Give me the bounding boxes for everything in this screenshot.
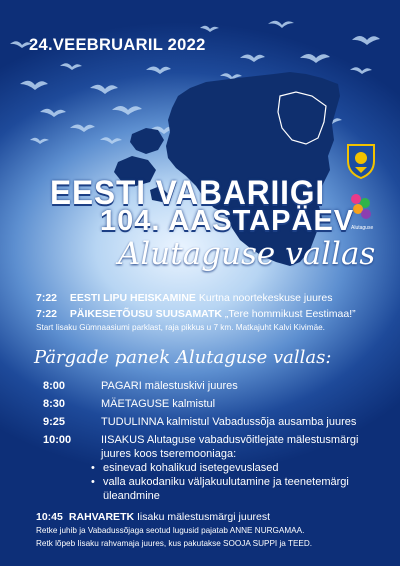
wreath-text: IISAKUS Alutaguse vabadusvõitlejate mälestusmärgi [101,434,359,446]
march-note-2: Retk lõpeb Iisaku rahvamaja juures, kus pakutakse SOOJA SUPPI ja TEED. [36,539,313,548]
event-title: RAHVARETK [68,511,135,523]
wreath-text: PAGARI mälestuskivi juures [101,380,238,392]
wreath-time: 8:30 [43,398,66,410]
wreath-time: 9:25 [43,416,66,428]
event-time: 10:45 [36,511,63,523]
march-note-1: Retke juhib ja Vabadussõjaga seotud lugusid pajatab ANNE NURGAMAA. [36,526,305,535]
wreath-item [43,416,356,428]
wreath-item [43,434,358,446]
morning-event-2 [36,308,356,320]
march-event [36,511,270,523]
morning-event-1 [36,292,333,304]
municipality-crest-icon [346,143,376,179]
event-detail: Kurtna noortekeskuse juures [198,292,333,304]
svg-text:Alutaguse: Alutaguse [351,225,374,231]
title-line-3: Alutaguse vallas [118,236,376,272]
ceremony-bullet: • valla aukodaniku väljakuulutamine ja teenetemärgi [103,476,349,488]
ceremony-bullet: • esinevad kohalikud isetegevuslased [103,462,279,474]
wreath-time: 8:00 [43,380,66,392]
wreath-text: TUDULINNA kalmistul Vabadussõja ausamba juures [101,416,357,428]
wreath-text: MÄETAGUSE kalmistul [101,398,216,410]
title-line-2: 104. AASTAPÄEV [100,205,355,237]
wreath-item [43,398,215,410]
event-detail: „Tere hommikust Eestimaa!” [224,308,356,320]
event-title: EESTI LIPU HEISKAMINE [69,292,196,304]
event-date: 24.VEEBRUARIL 2022 [29,36,206,54]
event-title: PÄIKESETÕUSU SUUSAMATK [69,308,222,320]
event-time: 7:22 [36,292,58,304]
wreath-time: 10:00 [43,434,72,446]
event-time: 7:22 [36,308,58,320]
wreath-item [43,380,238,392]
wreath-continuation: juures koos tseremooniaga: [101,448,237,460]
wreath-title: Pärgade panek Alutaguse vallas: [34,347,332,368]
title-line-1: EESTI VABARIIGI [50,174,326,212]
event-detail: Iisaku mälestusmärgi juurest [136,511,271,523]
ceremony-bullet-continuation: üleandmine [103,490,160,502]
morning-note: Start Iisaku Gümnaasiumi parklast, raja pikkus u 7 km. Matkajuht Kalvi Kivimäe. [36,323,325,332]
